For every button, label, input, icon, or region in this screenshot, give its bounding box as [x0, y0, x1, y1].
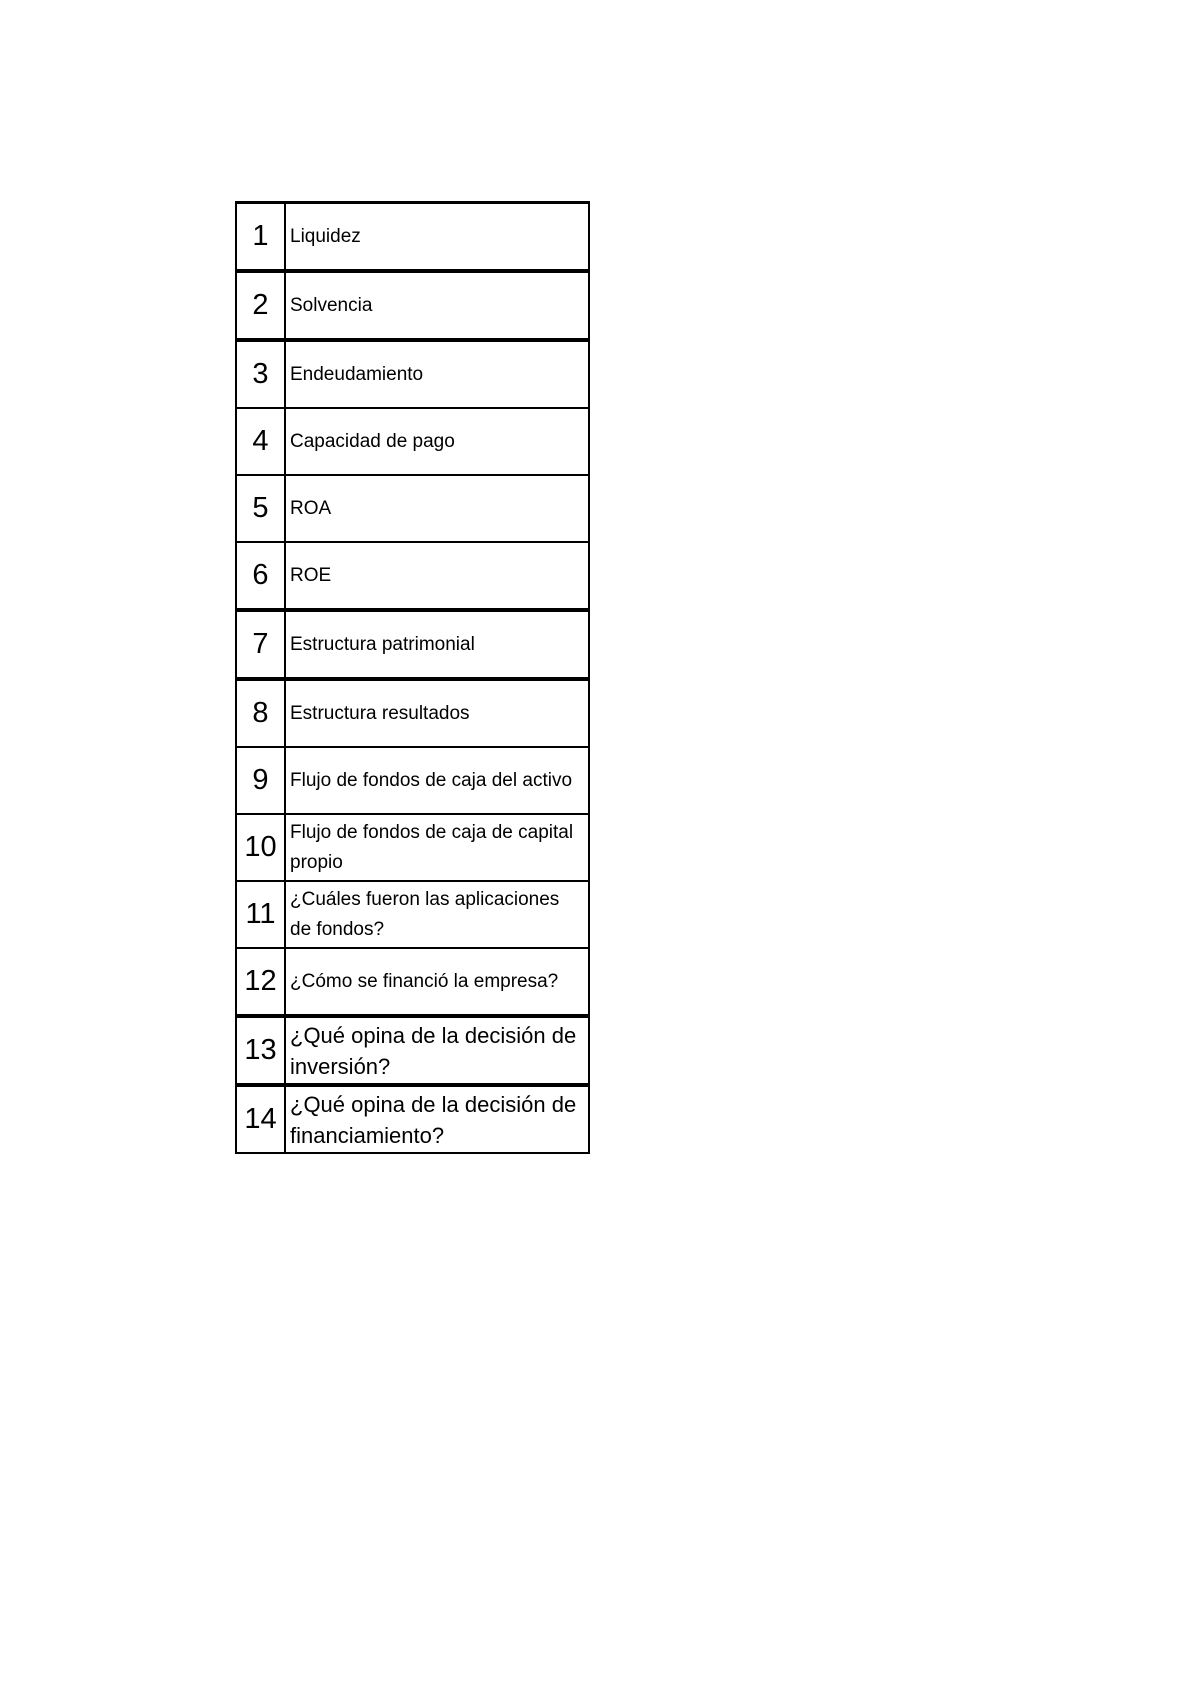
row-number: 14: [236, 1085, 285, 1153]
table-row: [236, 747, 589, 814]
row-label: Liquidez: [285, 203, 589, 272]
table-row: [236, 814, 589, 881]
table-row: [236, 203, 589, 272]
row-label: Capacidad de pago: [285, 408, 589, 475]
row-label: ¿Cómo se financió la empresa?: [285, 948, 589, 1016]
table-row: [236, 948, 589, 1016]
table-row: [236, 679, 589, 747]
table-row: [236, 408, 589, 475]
row-number: 4: [236, 408, 285, 475]
row-number: 8: [236, 679, 285, 747]
row-label: Flujo de fondos de caja del activo: [285, 747, 589, 814]
row-label: Solvencia: [285, 271, 589, 340]
questions-table: [235, 201, 590, 1154]
row-label: ROE: [285, 542, 589, 610]
row-number: 10: [236, 814, 285, 881]
row-number: 5: [236, 475, 285, 542]
row-number: 7: [236, 610, 285, 679]
row-label: Endeudamiento: [285, 340, 589, 408]
table-row: [236, 271, 589, 340]
row-label: Flujo de fondos de caja de capital propio: [285, 814, 589, 881]
row-number: 1: [236, 203, 285, 272]
row-label: Estructura patrimonial: [285, 610, 589, 679]
row-label: ¿Qué opina de la decisión de financiamiento?: [285, 1085, 589, 1153]
table-row: [236, 1016, 589, 1085]
row-label: ROA: [285, 475, 589, 542]
row-number: 13: [236, 1016, 285, 1085]
table-row: [236, 610, 589, 679]
row-number: 3: [236, 340, 285, 408]
row-number: 9: [236, 747, 285, 814]
row-number: 2: [236, 271, 285, 340]
row-number: 12: [236, 948, 285, 1016]
row-number: 6: [236, 542, 285, 610]
table-row: [236, 340, 589, 408]
row-label: ¿Cuáles fueron las aplicaciones de fondos?: [285, 881, 589, 948]
row-number: 11: [236, 881, 285, 948]
table-row: [236, 475, 589, 542]
table-row: [236, 1085, 589, 1153]
table-row: [236, 881, 589, 948]
table-row: [236, 542, 589, 610]
row-label: Estructura resultados: [285, 679, 589, 747]
row-label: ¿Qué opina de la decisión de inversión?: [285, 1016, 589, 1085]
